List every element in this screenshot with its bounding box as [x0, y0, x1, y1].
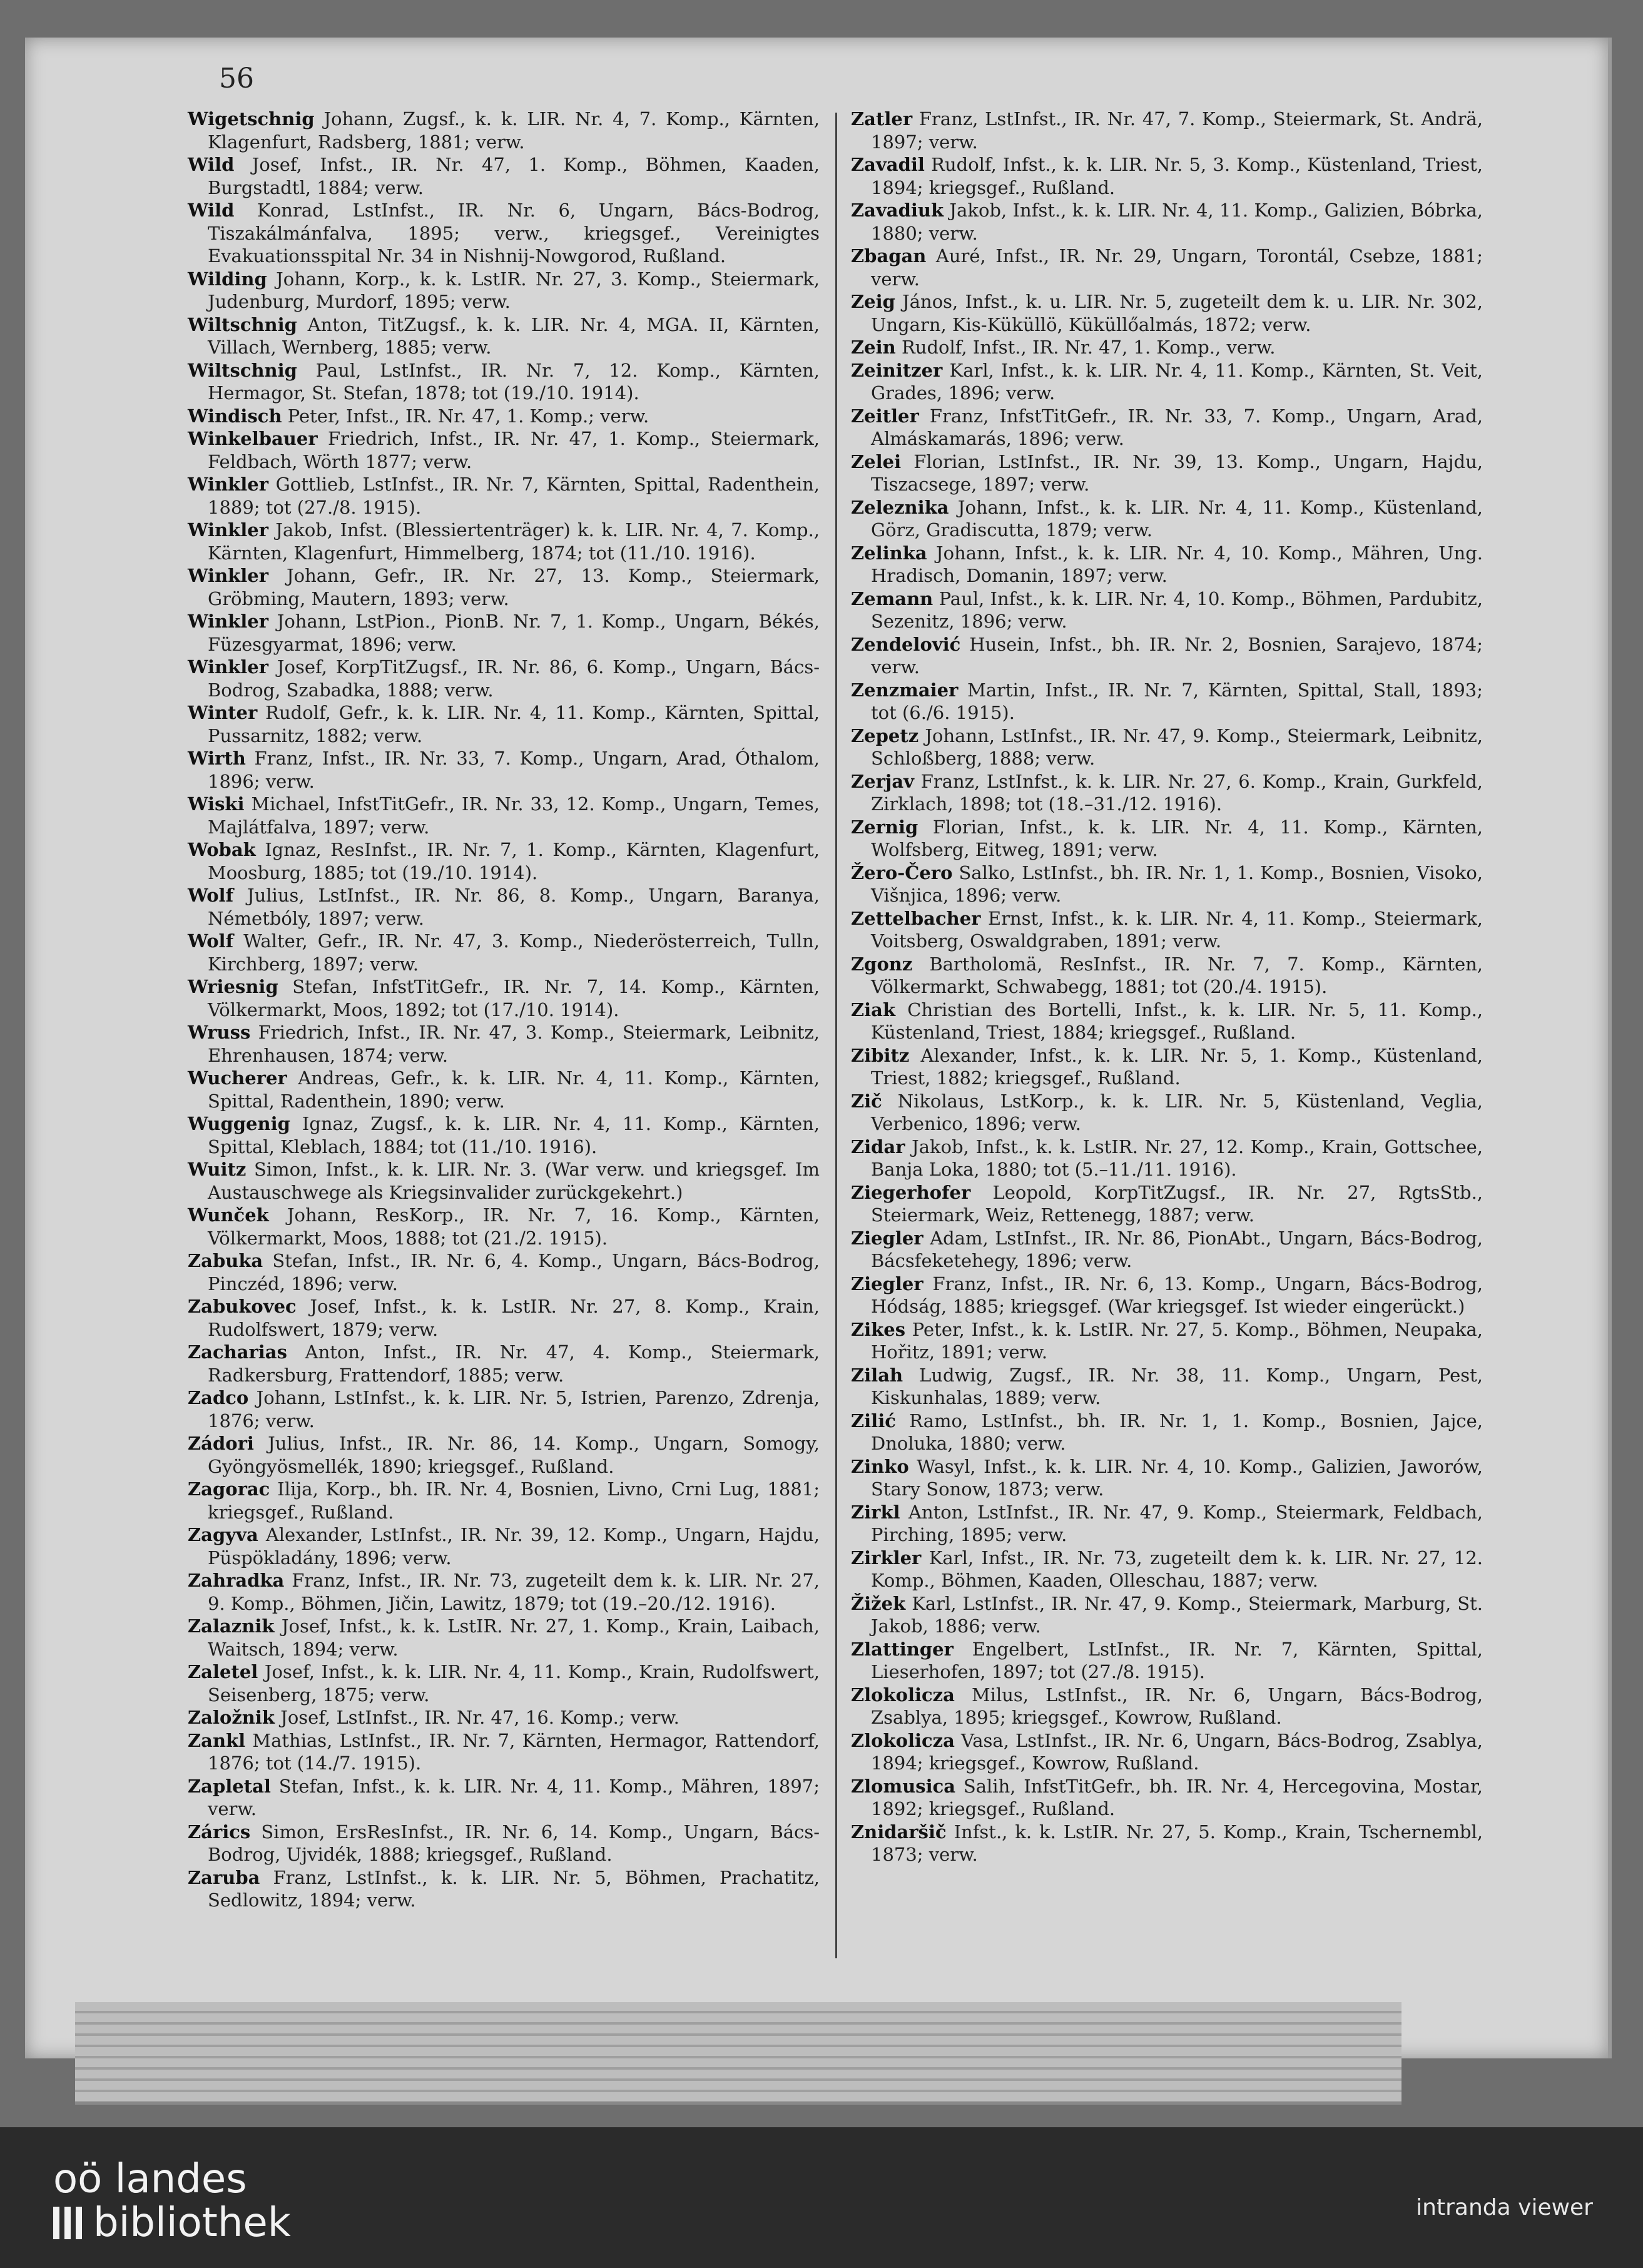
entry-surname: Zič: [851, 1090, 882, 1112]
entry-details: Martin, Infst., IR. Nr. 7, Kärnten, Spittal, Stall, 1893; tot (6./6. 1915).: [871, 679, 1483, 723]
register-entry: [188, 1341, 820, 1386]
register-entry: [188, 1821, 820, 1866]
entry-details: Ignaz, ResInfst., IR. Nr. 7, 1. Komp., Kärnten, Klagenfurt, Moosburg, 1885; tot (19./10. 1914).: [208, 839, 820, 883]
entry-details: Franz, Infst., IR. Nr. 33, 7. Komp., Ungarn, Arad, Óthalom, 1896; verw.: [208, 748, 820, 792]
entry-details: Christian des Bortelli, Infst., k. k. LIR. Nr. 5, 11. Komp., Küstenland, Triest, 1884; kriegsgef., Rußland.: [871, 999, 1483, 1043]
register-entry: [851, 153, 1483, 199]
entry-surname: Zeinitzer: [851, 359, 943, 381]
entry-surname: Ziegerhofer: [851, 1181, 971, 1203]
entry-surname: Wiltschnig: [188, 359, 297, 381]
entry-surname: Zavadiuk: [851, 200, 944, 221]
entry-details: Josef, Infst., k. k. LIR. Nr. 4, 11. Komp., Krain, Rudolfswert, Seisenberg, 1875; verw.: [208, 1661, 820, 1706]
entry-surname: Zalaznik: [188, 1615, 275, 1637]
entry-details: Jakob, Infst., k. k. LIR. Nr. 4, 11. Komp., Galizien, Bóbrka, 1880; verw.: [871, 200, 1483, 244]
entry-surname: Zenzmaier: [851, 679, 959, 701]
entry-surname: Ziegler: [851, 1227, 923, 1249]
register-entry: [851, 999, 1483, 1044]
entry-surname: Zaletel: [188, 1661, 258, 1682]
entry-surname: Wild: [188, 154, 235, 175]
register-entry: [851, 290, 1483, 336]
entry-surname: Zemann: [851, 587, 933, 609]
entry-surname: Wunček: [188, 1204, 269, 1226]
entry-details: Johann, LstInfst., k. k. LIR. Nr. 5, Istrien, Parenzo, Zdrenja, 1876; verw.: [208, 1387, 820, 1431]
entry-details: Paul, LstInfst., IR. Nr. 7, 12. Komp., Kärnten, Hermagor, St. Stefan, 1878; tot (19./10. 1914).: [208, 359, 820, 404]
entry-surname: Winkler: [188, 611, 268, 632]
entry-surname: Wigetschnig: [188, 108, 315, 130]
entry-surname: Zadco: [188, 1387, 249, 1408]
entry-surname: Zidar: [851, 1136, 905, 1157]
entry-surname: Zabuka: [188, 1250, 263, 1271]
entry-details: Franz, InfstTitGefr., IR. Nr. 33, 7. Komp., Ungarn, Arad, Almáskamarás, 1896; verw.: [871, 405, 1483, 449]
register-entry: [188, 1112, 820, 1158]
register-entry: [851, 108, 1483, 153]
register-entry: [188, 1021, 820, 1067]
entry-details: Jakob, Infst. (Blessiertenträger) k. k. LIR. Nr. 4, 7. Komp., Kärnten, Klagenfurt, Himmelberg, 1874; tot (11./10. 1916).: [208, 519, 820, 564]
entry-details: Johann, LstInfst., IR. Nr. 47, 9. Komp., Steiermark, Leibnitz, Schloßberg, 1888; verw.: [871, 725, 1483, 769]
register-entry: [851, 1775, 1483, 1821]
entry-surname: Winkler: [188, 519, 268, 541]
entry-details: Johann, Infst., k. k. LIR. Nr. 4, 10. Komp., Mähren, Ung. Hradisch, Domanin, 1897; verw.: [871, 542, 1483, 586]
logo-text-line1: oö landes: [53, 2156, 247, 2202]
register-entry: [188, 359, 820, 405]
entry-details: Milus, LstInfst., IR. Nr. 6, Ungarn, Bács-Bodrog, Zsablya, 1895; kriegsgef., Kowrow, Rußland.: [871, 1684, 1483, 1728]
entry-details: Franz, LstInfst., IR. Nr. 47, 7. Komp., Steiermark, St. Andrä, 1897; verw.: [871, 108, 1483, 153]
entry-surname: Wiltschnig: [188, 313, 297, 335]
register-entry: [851, 1181, 1483, 1227]
register-entry: [188, 884, 820, 930]
entry-details: Julius, Infst., IR. Nr. 86, 14. Komp., Ungarn, Somogy, Gyöngyösmellék, 1890; kriegsgef., Rußland.: [208, 1433, 820, 1477]
register-entry: [188, 1478, 820, 1523]
entry-surname: Zádori: [188, 1433, 254, 1454]
entry-surname: Winkler: [188, 656, 268, 678]
register-entry: [188, 1204, 820, 1249]
register-entry: [188, 1386, 820, 1432]
register-entry: [188, 153, 820, 199]
page-number: 56: [219, 63, 254, 94]
register-entry: [851, 1090, 1483, 1136]
entry-surname: Zepetz: [851, 725, 919, 746]
entry-details: Leopold, KorpTitZugsf., IR. Nr. 27, RgtsStb., Steiermark, Weiz, Rettenegg, 1887; verw.: [871, 1181, 1483, 1226]
entry-details: Franz, LstInfst., k. k. LIR. Nr. 5, Böhmen, Prachatitz, Sedlowitz, 1894; verw.: [208, 1866, 820, 1911]
entry-surname: Wiski: [188, 793, 245, 815]
entry-details: Rudolf, Gefr., k. k. LIR. Nr. 4, 11. Komp., Kärnten, Spittal, Pussarnitz, 1882; verw.: [208, 702, 820, 746]
entry-details: Friedrich, Infst., IR. Nr. 47, 1. Komp., Steiermark, Feldbach, Wörth 1877; verw.: [208, 428, 820, 472]
right-column: [851, 108, 1483, 1866]
entry-details: Josef, LstInfst., IR. Nr. 47, 16. Komp.; verw.: [280, 1707, 679, 1728]
entry-surname: Zatler: [851, 108, 913, 130]
entry-details: Julius, LstInfst., IR. Nr. 86, 8. Komp., Ungarn, Baranya, Németbóly, 1897; verw.: [208, 885, 820, 929]
entry-surname: Zlokolicza: [851, 1684, 955, 1706]
register-entry: [188, 1295, 820, 1341]
entry-surname: Wuggenig: [188, 1113, 290, 1134]
register-entry: [188, 1775, 820, 1821]
register-entry: [188, 108, 820, 153]
register-entry: [188, 1158, 820, 1204]
entry-surname: Zavadil: [851, 154, 925, 175]
entry-surname: Zeleznika: [851, 496, 949, 518]
register-entry: [851, 679, 1483, 725]
register-entry: [188, 1615, 820, 1660]
entry-surname: Zagorac: [188, 1478, 270, 1500]
register-entry: [188, 701, 820, 747]
entry-surname: Zlokolicza: [851, 1729, 955, 1751]
register-entry: [851, 1501, 1483, 1547]
entry-surname: Windisch: [188, 405, 282, 427]
register-entry: [188, 1432, 820, 1478]
register-entry: [851, 907, 1483, 953]
entry-details: Josef, KorpTitZugsf., IR. Nr. 86, 6. Komp., Ungarn, Bács-Bodrog, Szabadka, 1888; verw.: [208, 656, 820, 701]
entry-surname: Winkler: [188, 474, 268, 495]
entry-surname: Zbagan: [851, 245, 927, 267]
entry-details: Ludwig, Zugsf., IR. Nr. 38, 11. Komp., Ungarn, Pest, Kiskunhalas, 1889; verw.: [871, 1364, 1483, 1408]
entry-details: Alexander, Infst., k. k. LIR. Nr. 5, 1. Komp., Küstenland, Triest, 1882; kriegsgef., Rußland.: [871, 1044, 1483, 1089]
entry-details: Peter, Infst., k. k. LstIR. Nr. 27, 5. Komp., Böhmen, Neupaka, Hořitz, 1891; verw.: [871, 1318, 1483, 1363]
register-entry: [851, 450, 1483, 496]
entry-details: Husein, Infst., bh. IR. Nr. 2, Bosnien, Sarajevo, 1874; verw.: [871, 633, 1483, 678]
entry-surname: Zelei: [851, 450, 902, 472]
entry-details: Florian, Infst., k. k. LIR. Nr. 4, 11. Komp., Kärnten, Wolfsberg, Eitweg, 1891; verw.: [871, 816, 1483, 860]
register-entry: [851, 405, 1483, 450]
entry-details: Wasyl, Infst., k. k. LIR. Nr. 4, 10. Komp., Galizien, Jaworów, Stary Sonow, 1873; verw.: [871, 1455, 1483, 1500]
entry-surname: Wucherer: [188, 1067, 287, 1089]
entry-details: Walter, Gefr., IR. Nr. 47, 3. Komp., Niederösterreich, Tulln, Kirchberg, 1897; verw.: [208, 930, 820, 975]
entry-surname: Zgonz: [851, 953, 913, 975]
register-entry: [851, 496, 1483, 542]
entry-surname: Žižek: [851, 1592, 906, 1614]
entry-surname: Zaruba: [188, 1866, 260, 1888]
entry-details: Andreas, Gefr., k. k. LIR. Nr. 4, 11. Komp., Kärnten, Spittal, Radenthein, 1890; verw.: [208, 1067, 820, 1112]
entry-details: Gottlieb, LstInfst., IR. Nr. 7, Kärnten, Spittal, Radenthein, 1889; tot (27./8. 1915).: [208, 474, 820, 518]
register-entry: [851, 953, 1483, 999]
entry-details: Anton, TitZugsf., k. k. LIR. Nr. 4, MGA. II, Kärnten, Villach, Wernberg, 1885; verw.: [208, 313, 820, 358]
entry-surname: Zankl: [188, 1729, 246, 1751]
entry-details: Stefan, Infst., IR. Nr. 6, 4. Komp., Ungarn, Bács-Bodrog, Pinczéd, 1896; verw.: [208, 1250, 820, 1294]
entry-surname: Wirth: [188, 748, 246, 769]
entry-surname: Založnik: [188, 1707, 275, 1728]
entry-details: Karl, LstInfst., IR. Nr. 47, 9. Komp., Steiermark, Marburg, St. Jakob, 1886; verw.: [871, 1592, 1483, 1637]
entry-surname: Ziak: [851, 999, 896, 1020]
entry-details: Konrad, LstInfst., IR. Nr. 6, Ungarn, Bács-Bodrog, Tiszakálmánfalva, 1895; verw., kriegsgef., Vereinigtes Evakuationsspital Nr. 34 in Nishnij-Nowgorod, Rußland.: [208, 200, 820, 267]
register-entry: [851, 1410, 1483, 1455]
entry-surname: Wobak: [188, 839, 256, 860]
entry-surname: Winkler: [188, 565, 268, 586]
entry-details: Rudolf, Infst., IR. Nr. 47, 1. Komp., verw.: [901, 337, 1276, 358]
page-stack-edge: [75, 2002, 1401, 2105]
register-entry: [188, 199, 820, 268]
register-entry: [851, 1638, 1483, 1684]
logo-bars-icon: [53, 2207, 82, 2239]
register-entry: [188, 519, 820, 564]
entry-surname: Zeig: [851, 291, 895, 312]
entry-details: Johann, LstPion., PionB. Nr. 7, 1. Komp., Ungarn, Békés, Füzesgyarmat, 1896; verw.: [208, 611, 820, 655]
entry-surname: Zettelbacher: [851, 907, 981, 929]
entry-details: Stefan, InfstTitGefr., IR. Nr. 7, 14. Komp., Kärnten, Völkermarkt, Moos, 1892; tot (17./10. 1914).: [208, 976, 820, 1020]
viewer-brand-label: intranda viewer: [1416, 2195, 1593, 2220]
register-entry: [188, 930, 820, 975]
entry-surname: Zagyva: [188, 1524, 258, 1545]
entry-details: Stefan, Infst., k. k. LIR. Nr. 4, 11. Komp., Mähren, 1897; verw.: [208, 1775, 820, 1819]
entry-details: Salko, LstInfst., bh. IR. Nr. 1, 1. Komp., Bosnien, Visoko, Višnjica, 1896; verw.: [871, 862, 1483, 906]
register-entry: [851, 725, 1483, 770]
entry-surname: Zacharias: [188, 1341, 287, 1363]
entry-details: Franz, Infst., IR. Nr. 73, zugeteilt dem k. k. LIR. Nr. 27, 9. Komp., Böhmen, Jičin, Lawitz, 1879; tot (19.–20./12. 1916).: [208, 1570, 820, 1614]
register-entry: [851, 862, 1483, 907]
entry-surname: Zibitz: [851, 1044, 910, 1066]
entry-surname: Wuitz: [188, 1159, 247, 1180]
register-entry: [851, 816, 1483, 862]
entry-surname: Zelinka: [851, 542, 927, 564]
register-entry: [188, 838, 820, 884]
entry-surname: Zernig: [851, 816, 918, 838]
entry-details: Karl, Infst., k. k. LIR. Nr. 4, 11. Komp., Kärnten, St. Veit, Grades, 1896; verw.: [871, 359, 1483, 404]
entry-surname: Wolf: [188, 930, 234, 952]
entry-surname: Zeitler: [851, 405, 919, 427]
entry-details: Simon, ErsResInfst., IR. Nr. 6, 14. Komp., Ungarn, Bács-Bodrog, Ujvidék, 1888; kriegsgef., Rußland.: [208, 1821, 820, 1865]
register-entry: [851, 245, 1483, 290]
entry-details: Alexander, LstInfst., IR. Nr. 39, 12. Komp., Ungarn, Hajdu, Püspökladány, 1896; verw.: [208, 1524, 820, 1569]
entry-details: Ignaz, Zugsf., k. k. LIR. Nr. 4, 11. Komp., Kärnten, Spittal, Kleblach, 1884; tot (11./10. 1916).: [208, 1113, 820, 1157]
register-entry: [188, 564, 820, 610]
entry-details: Ernst, Infst., k. k. LIR. Nr. 4, 11. Komp., Steiermark, Voitsberg, Oswaldgraben, 1891; verw.: [871, 907, 1483, 952]
entry-details: Infst., k. k. LstIR. Nr. 27, 5. Komp., Krain, Tschernembl, 1873; verw.: [871, 1821, 1483, 1865]
register-entry: [851, 633, 1483, 679]
entry-details: Anton, LstInfst., IR. Nr. 47, 9. Komp., Steiermark, Feldbach, Pirching, 1895; verw.: [871, 1501, 1483, 1545]
entry-details: Paul, Infst., k. k. LIR. Nr. 4, 10. Komp., Böhmen, Pardubitz, Sezenitz, 1896; verw.: [871, 587, 1483, 632]
entry-details: Josef, Infst., k. k. LstIR. Nr. 27, 8. Komp., Krain, Rudolfswert, 1879; verw.: [208, 1296, 820, 1340]
register-entry: [851, 1227, 1483, 1273]
entry-surname: Zapletal: [188, 1775, 271, 1797]
column-divider: [835, 113, 837, 1958]
entry-details: Bartholomä, ResInfst., IR. Nr. 7, 7. Komp., Kärnten, Völkermarkt, Schwabegg, 1881; tot (20./4. 1915).: [871, 953, 1483, 997]
entry-details: Auré, Infst., IR. Nr. 29, Ungarn, Torontál, Csebze, 1881; verw.: [871, 245, 1483, 290]
entry-details: Michael, InfstTitGefr., IR. Nr. 33, 12. Komp., Ungarn, Temes, Majlátfalva, 1897; verw.: [208, 793, 820, 838]
entry-details: Friedrich, Infst., IR. Nr. 47, 3. Komp., Steiermark, Leibnitz, Ehrenhausen, 1874; verw.: [208, 1022, 820, 1066]
entry-details: Franz, LstInfst., k. k. LIR. Nr. 27, 6. Komp., Krain, Gurkfeld, Zirklach, 1898; tot (18.–31./12. 1916).: [871, 770, 1483, 815]
entry-details: Rudolf, Infst., k. k. LIR. Nr. 5, 3. Komp., Küstenland, Triest, 1894; kriegsgef., Rußland.: [871, 154, 1483, 198]
entry-surname: Ziegler: [851, 1273, 923, 1294]
logo-text-bibliothek: bibliothek: [93, 2200, 291, 2246]
entry-surname: Znidaršič: [851, 1821, 947, 1843]
left-column: [188, 108, 820, 1912]
register-entry: [188, 1706, 820, 1729]
register-entry: [851, 1547, 1483, 1592]
register-entry: [851, 1684, 1483, 1729]
register-entry: [188, 1249, 820, 1295]
entry-details: Johann, Zugsf., k. k. LIR. Nr. 4, 7. Komp., Kärnten, Klagenfurt, Radsberg, 1881; verw.: [208, 108, 820, 153]
entry-surname: Zlomusica: [851, 1775, 956, 1797]
entry-details: János, Infst., k. u. LIR. Nr. 5, zugeteilt dem k. u. LIR. Nr. 302, Ungarn, Kis-Küküllö, Küküllőalmás, 1872; verw.: [871, 291, 1483, 335]
register-entry: [851, 1273, 1483, 1318]
entry-details: Anton, Infst., IR. Nr. 47, 4. Komp., Steiermark, Radkersburg, Frattendorf, 1885; verw.: [208, 1341, 820, 1386]
entry-surname: Zendelović: [851, 633, 961, 655]
entry-details: Engelbert, LstInfst., IR. Nr. 7, Kärnten, Spittal, Lieserhofen, 1897; tot (27./8. 1915).: [871, 1638, 1483, 1682]
entry-details: Johann, Korp., k. k. LstIR. Nr. 27, 3. Komp., Steiermark, Judenburg, Murdorf, 1895; verw.: [208, 268, 820, 312]
entry-surname: Winter: [188, 702, 258, 723]
entry-surname: Wriesnig: [188, 976, 278, 997]
register-entry: [188, 268, 820, 313]
register-entry: [188, 405, 820, 428]
entry-surname: Wolf: [188, 885, 234, 906]
entry-details: Johann, Gefr., IR. Nr. 27, 13. Komp., Steiermark, Gröbming, Mautern, 1893; verw.: [208, 565, 820, 609]
register-entry: [851, 1821, 1483, 1866]
library-logo[interactable]: [53, 2157, 291, 2245]
register-entry: [188, 747, 820, 793]
register-entry: [851, 359, 1483, 405]
entry-surname: Zabukovec: [188, 1296, 297, 1317]
entry-details: Johann, ResKorp., IR. Nr. 7, 16. Komp., Kärnten, Völkermarkt, Moos, 1888; tot (21./2. 1915).: [208, 1204, 820, 1249]
register-entry: [851, 1136, 1483, 1181]
entry-details: Ramo, LstInfst., bh. IR. Nr. 1, 1. Komp., Bosnien, Jajce, Dnoluka, 1880; verw.: [871, 1410, 1483, 1454]
entry-surname: Zerjav: [851, 770, 915, 792]
entry-details: Jakob, Infst., k. k. LstIR. Nr. 27, 12. Komp., Krain, Gottschee, Banja Loka, 1880; tot (5.–11./11. 1916).: [871, 1136, 1483, 1180]
register-entry: [851, 1729, 1483, 1775]
register-entry: [188, 975, 820, 1021]
register-entry: [188, 427, 820, 473]
entry-surname: Wruss: [188, 1022, 251, 1043]
entry-surname: Zilić: [851, 1410, 896, 1431]
entry-surname: Zirkler: [851, 1547, 922, 1569]
register-entry: [188, 1660, 820, 1706]
entry-surname: Zahradka: [188, 1570, 285, 1591]
entry-details: Florian, LstInfst., IR. Nr. 39, 13. Komp., Ungarn, Hajdu, Tiszacsege, 1897; verw.: [871, 450, 1483, 495]
entry-details: Adam, LstInfst., IR. Nr. 86, PionAbt., Ungarn, Bács-Bodrog, Bácsfeketehegy, 1896; verw.: [871, 1227, 1483, 1271]
register-entry: [851, 1318, 1483, 1364]
entry-details: Vasa, LstInfst., IR. Nr. 6, Ungarn, Bács-Bodrog, Zsablya, 1894; kriegsgef., Kowrow, Rußland.: [871, 1729, 1483, 1774]
entry-surname: Zárics: [188, 1821, 251, 1843]
entry-details: Josef, Infst., IR. Nr. 47, 1. Komp., Böhmen, Kaaden, Burgstadtl, 1884; verw.: [208, 154, 820, 198]
entry-surname: Zein: [851, 337, 896, 358]
entry-surname: Winkelbauer: [188, 428, 318, 449]
logo-text-line2: [53, 2201, 291, 2245]
entry-surname: Zlattinger: [851, 1638, 954, 1660]
entry-surname: Žero-Čero: [851, 862, 953, 883]
register-entry: [188, 1729, 820, 1775]
register-entry: [851, 542, 1483, 587]
register-entry: [851, 770, 1483, 816]
entry-details: Nikolaus, LstKorp., k. k. LIR. Nr. 5, Küstenland, Veglia, Verbenico, 1896; verw.: [871, 1090, 1483, 1134]
entry-details: Karl, Infst., IR. Nr. 73, zugeteilt dem k. k. LIR. Nr. 27, 12. Komp., Böhmen, Kaaden, Olleschau, 1887; verw.: [871, 1547, 1483, 1591]
entry-details: Salih, InfstTitGefr., bh. IR. Nr. 4, Hercegovina, Mostar, 1892; kriegsgef., Rußland.: [871, 1775, 1483, 1819]
register-entry: [851, 1044, 1483, 1090]
entry-surname: Zirkl: [851, 1501, 900, 1523]
entry-surname: Wilding: [188, 268, 267, 290]
register-entry: [851, 199, 1483, 245]
entry-details: Peter, Infst., IR. Nr. 47, 1. Komp.; verw.: [287, 405, 649, 427]
register-entry: [188, 1067, 820, 1112]
register-entry: [188, 313, 820, 359]
register-entry: [188, 610, 820, 656]
entry-details: Franz, Infst., IR. Nr. 6, 13. Komp., Ungarn, Bács-Bodrog, Hódság, 1885; kriegsgef. (War kriegsgef. Ist wieder eingerückt.): [871, 1273, 1483, 1317]
register-entry: [188, 1569, 820, 1615]
register-entry: [851, 1592, 1483, 1638]
entry-details: Johann, Infst., k. k. LIR. Nr. 4, 11. Komp., Küstenland, Görz, Gradiscutta, 1879; verw.: [871, 496, 1483, 541]
entry-surname: Zinko: [851, 1455, 909, 1477]
register-entry: [188, 656, 820, 701]
register-entry: [188, 1523, 820, 1569]
entry-details: Ilija, Korp., bh. IR. Nr. 4, Bosnien, Livno, Crni Lug, 1881; kriegsgef., Rußland.: [208, 1478, 820, 1523]
entry-details: Josef, Infst., k. k. LstIR. Nr. 27, 1. Komp., Krain, Laibach, Waitsch, 1894; verw.: [208, 1615, 820, 1660]
entry-details: Mathias, LstInfst., IR. Nr. 7, Kärnten, Hermagor, Rattendorf, 1876; tot (14./7. 1915).: [208, 1729, 820, 1774]
entry-details: Simon, Infst., k. k. LIR. Nr. 3. (War verw. und kriegsgef. Im Austauschwege als Kriegsinvalider zurückgekehrt.): [208, 1159, 820, 1203]
register-entry: [188, 473, 820, 519]
entry-surname: Zikes: [851, 1318, 906, 1340]
register-entry: [851, 336, 1483, 359]
register-entry: [851, 1364, 1483, 1410]
register-entry: [851, 1455, 1483, 1501]
register-entry: [188, 793, 820, 838]
entry-surname: Wild: [188, 200, 235, 221]
entry-surname: Zilah: [851, 1364, 903, 1386]
register-entry: [851, 587, 1483, 633]
register-entry: [188, 1866, 820, 1912]
